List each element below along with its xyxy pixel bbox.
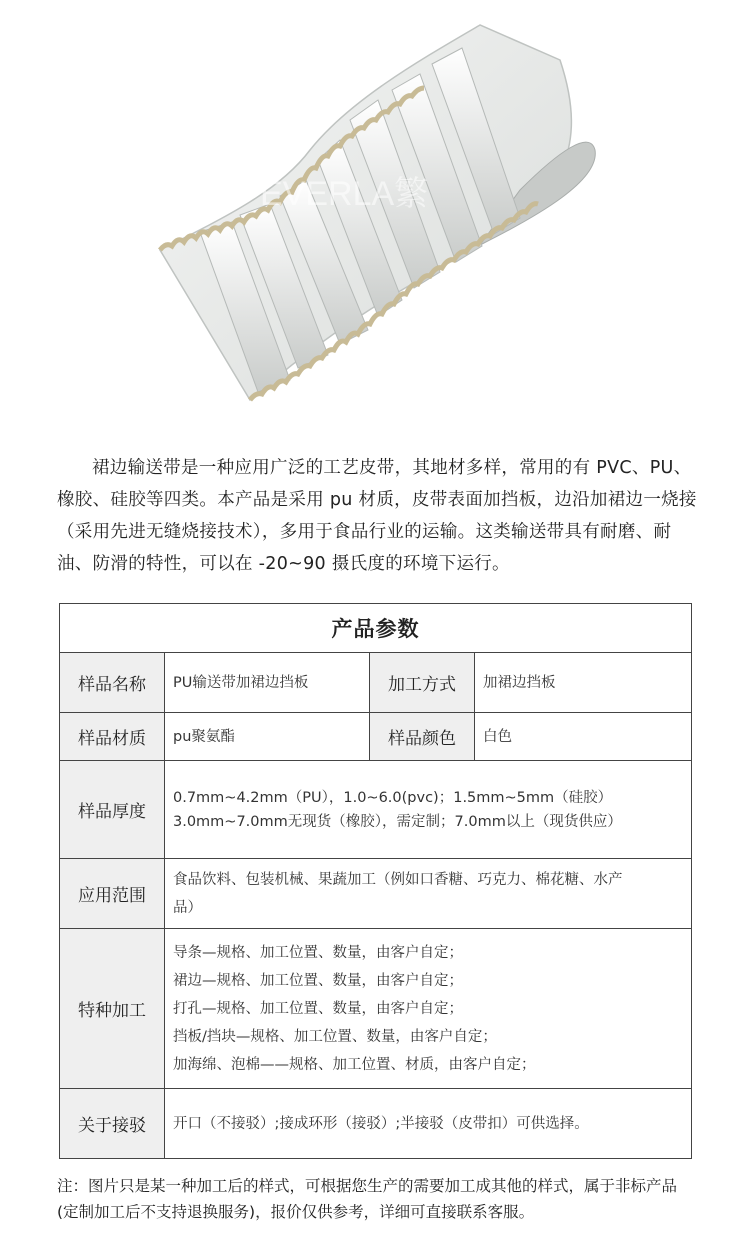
row-value: pu聚氨酯 (165, 713, 370, 761)
table-row (60, 761, 692, 859)
row-value (165, 761, 692, 859)
row-value: 加裙边挡板 (475, 653, 692, 713)
row-value-line: 3.0mm~7.0mm无现货（橡胶），需定制；7.0mm以上（现货供应） (173, 813, 622, 830)
row-label: 加工方式 (370, 653, 475, 713)
row-value-line: 0.7mm~4.2mm（PU），1.0~6.0(pvc)；1.5mm~5mm（硅胶） (173, 789, 613, 806)
table-row (60, 713, 692, 761)
row-value: 白色 (475, 713, 692, 761)
row-label: 样品名称 (60, 653, 165, 713)
table-title: 产品参数 (60, 604, 692, 653)
table-row (60, 929, 692, 1089)
row-value: 开口（不接驳）;接成环形（接驳）;半接驳（皮带扣）可供选择。 (165, 1089, 692, 1159)
watermark: EVERLA繁 (260, 175, 429, 213)
table-row (60, 1089, 692, 1159)
row-value-line: 加海绵、泡棉——规格、加工位置、材质，由客户自定； (173, 1056, 536, 1073)
row-label: 样品材质 (60, 713, 165, 761)
conveyor-belt-illustration (0, 0, 750, 430)
row-label: 样品厚度 (60, 761, 165, 859)
row-value (165, 929, 692, 1089)
row-value-line: 裙边—规格、加工位置、数量，由客户自定； (173, 972, 463, 989)
table-row (60, 653, 692, 713)
footnote (57, 1173, 697, 1225)
row-label: 应用范围 (60, 859, 165, 929)
product-image (0, 0, 750, 430)
row-label: 关于接驳 (60, 1089, 165, 1159)
row-label: 特种加工 (60, 929, 165, 1089)
row-value-line: 挡板/挡块—规格、加工位置、数量，由客户自定； (173, 1028, 497, 1045)
table-title-row (60, 604, 692, 653)
spec-table (59, 603, 692, 1159)
row-value-line: 品） (173, 899, 202, 916)
intro-text: 裙边输送带是一种应用广泛的工艺皮带，其地材多样，常用的有 PVC、PU、橡胶、硅胶等四类。本产品是采用 pu 材质，皮带表面加挡板，边沿加裙边一烧接（采用先进无缝烧接技术），多用于食品行业的运输。这类输送带具有耐磨、耐油、防滑的特性，可以在 -20~90 摄氏度的环境下运行。 (57, 458, 697, 574)
row-value-line: 导条—规格、加工位置、数量，由客户自定； (173, 944, 463, 961)
row-value: PU输送带加裙边挡板 (165, 653, 370, 713)
row-label: 样品颜色 (370, 713, 475, 761)
footnote-text: 注：图片只是某一种加工后的样式，可根据您生产的需要加工成其他的样式，属于非标产品(定制加工后不支持退换服务)，报价仅供参考，详细可直接联系客服。 (57, 1177, 678, 1221)
row-value (165, 859, 692, 929)
row-value-line: 打孔—规格、加工位置、数量，由客户自定； (173, 1000, 463, 1017)
table-row (60, 859, 692, 929)
intro-paragraph (57, 452, 697, 580)
row-value-line: 食品饮料、包装机械、果蔬加工（例如口香糖、巧克力、棉花糖、水产 (173, 871, 623, 888)
